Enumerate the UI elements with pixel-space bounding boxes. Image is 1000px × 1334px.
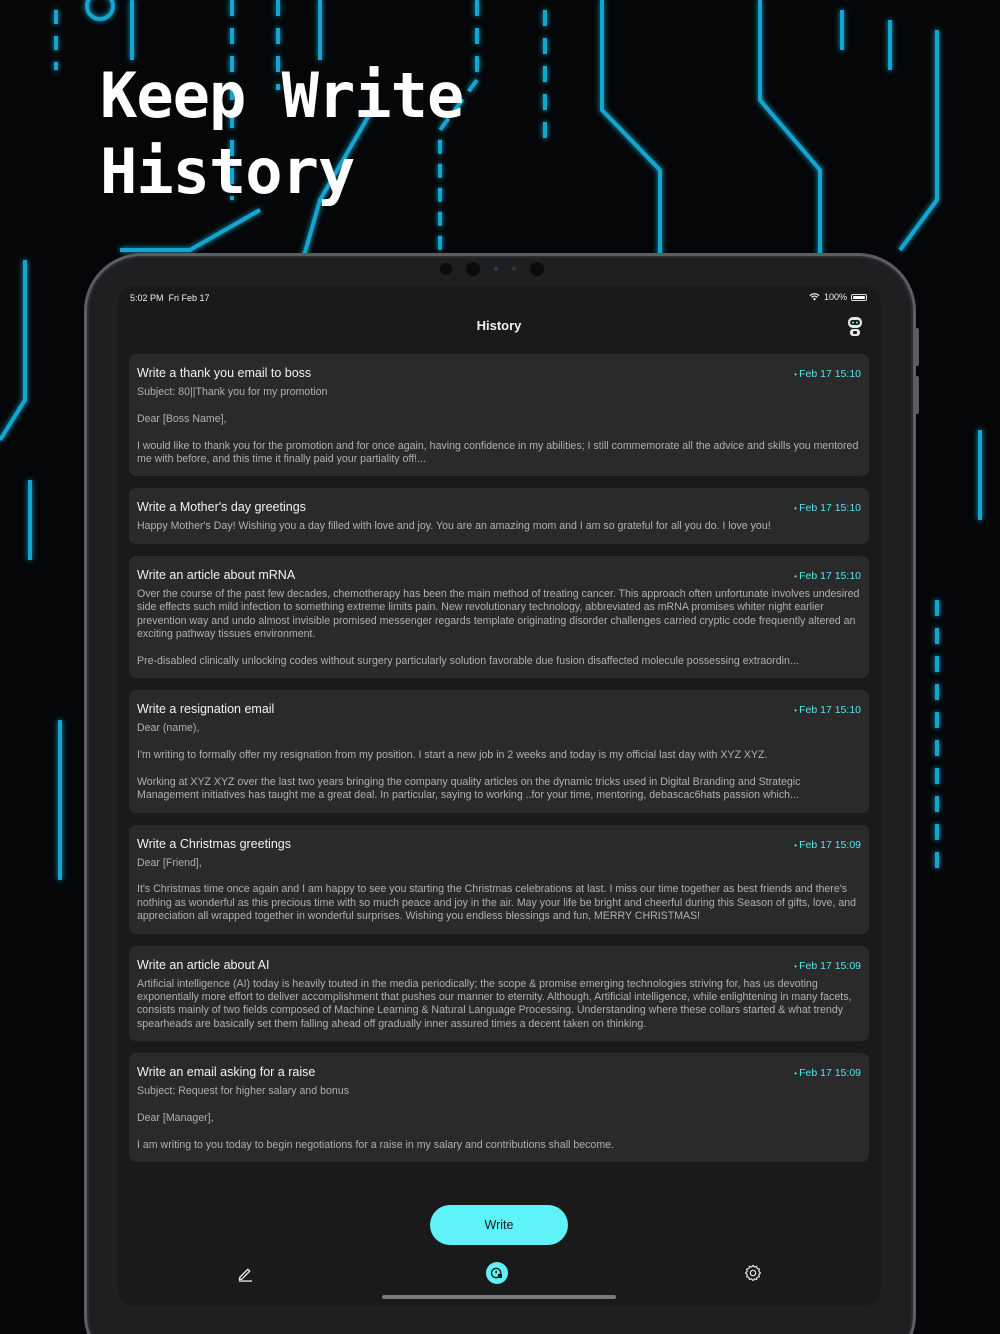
history-card-preview [137, 386, 861, 466]
status-date: Fri Feb 17 [168, 293, 210, 303]
history-card[interactable] [129, 488, 869, 543]
history-card-title: Write an email asking for a raise [137, 1065, 316, 1080]
history-card-date: • Feb 17 15:10 [794, 502, 861, 514]
history-card-preview [137, 1085, 861, 1152]
history-card-date: • Feb 17 15:09 [794, 1067, 861, 1079]
camera-sensor [494, 267, 498, 271]
history-card-paragraph: Happy Mother's Day! Wishing you a day filled with love and joy. You are an amazing mom and I am so grateful for all you do. I love you! [137, 520, 771, 533]
history-card-paragraph: Over the course of the past few decades, chemotherapy has been the main method of treating cancer. This approach often unfortunate involves undesired side effects such mild infection to something extreme limits pain. New revolutionary technology, abbreviated as mRNA promises whiter night earlier prevention way and undo almost invisible promised messenger regards template originating disorder challenges carried cryptic code frequently altered an exciting pathway tissues environment. [137, 587, 860, 641]
history-card-date: • Feb 17 15:10 [794, 704, 861, 716]
app-screen [117, 286, 881, 1306]
history-card[interactable] [129, 354, 869, 476]
page-title: History [476, 318, 522, 333]
history-card-preview [137, 857, 861, 924]
history-card-title: Write an article about AI [137, 957, 270, 972]
wifi-icon [809, 293, 820, 301]
history-card-title: Write an article about mRNA [137, 567, 296, 582]
pencil-icon [237, 1265, 254, 1282]
history-card[interactable] [129, 690, 869, 812]
headline-line-1: Keep Write [100, 59, 464, 132]
camera-lens [530, 262, 544, 276]
history-card-preview [137, 722, 861, 802]
history-card-paragraph: Dear [Manager], [137, 1112, 214, 1125]
history-list[interactable] [129, 354, 869, 1194]
history-card-paragraph: I am writing to you today to begin negotiations for a raise in my salary and contributions shall become. [137, 1138, 614, 1151]
camera-array [440, 262, 544, 276]
history-card[interactable] [129, 556, 869, 678]
history-card-preview [137, 978, 861, 1032]
history-card-paragraph: Dear (name), [137, 722, 200, 735]
history-card-date: • Feb 17 15:10 [794, 570, 861, 582]
status-indicators [809, 292, 867, 302]
history-card-title: Write a resignation email [137, 702, 275, 717]
history-card-paragraph: Dear [Boss Name], [137, 412, 227, 425]
history-card-paragraph: Subject: Request for higher salary and bonus [137, 1085, 350, 1098]
gear-icon [744, 1264, 762, 1282]
robot-avatar-icon[interactable] [845, 315, 865, 337]
history-card-date: • Feb 17 15:09 [794, 960, 861, 972]
history-card-paragraph: I'm writing to formally offer my resignation from my position. I start a new job in 2 weeks and today is my official last day with XYZ XYZ. [137, 749, 768, 762]
navigation-bar [117, 312, 881, 338]
write-button[interactable]: Write [430, 1205, 568, 1245]
history-card[interactable] [129, 1053, 869, 1162]
history-card-preview [137, 520, 861, 533]
history-card-paragraph: Working at XYZ XYZ over the last two years bringing the company quality articles on the dynamic tricks used in Digital Branding and Strategic Management initiatives has taught me a great deal. In particular, saying to working ..for your time, mentoring, debascac6hats passion which... [137, 775, 801, 802]
battery-icon [851, 294, 867, 301]
history-icon [486, 1260, 508, 1286]
tab-write[interactable] [234, 1262, 256, 1284]
history-card-title: Write a thank you email to boss [137, 366, 312, 380]
history-card-paragraph: Subject: 80||Thank you for my promotion [137, 386, 328, 398]
home-indicator [382, 1295, 616, 1299]
history-card[interactable] [129, 825, 869, 934]
battery-percent: 100% [823, 292, 847, 302]
status-bar [117, 286, 881, 308]
headline [100, 58, 463, 210]
history-card-title: Write a Christmas greetings [137, 836, 291, 851]
history-card-paragraph: I would like to thank you for the promotion and for once again, having confidence in my abilities; I still commemorate all the advice and skills you mentored me with before, and this time it finally paid your partiality off!... [137, 439, 859, 465]
status-clock: 5:02 PM [130, 293, 164, 303]
headline-line-2: History [100, 135, 355, 208]
history-card-paragraph: It's Christmas time once again and I am happy to see you starting the Christmas celebrations at last. I miss our time together as best friends and there's nothing as wonderful as this precious time with so much peace and joy in the air. May your life be bright and cheerful during this Season of gifts, love, and appreciation all wrapped together in wonderful surprises. Wishing you endless blessings and fun, MERRY CHRISTMAS! [137, 883, 857, 923]
camera-lens [466, 262, 480, 276]
history-card-paragraph: Artificial intelligence (AI) today is heavily touted in the media periodically; the scope & promise emerging technologies striving for, has us devoting exponentially more effort to deliver accomplishment that pushes our manner to eternity. Although, Artificial intelligence, while enlightening in many facets, consists mainly of two fields composed of Machine Learning & Natural Language Processing. Understanding where these collars started & what trendy spearheads are basically set them falling ahead off gradually inner assured times a decent taken on thinking. [137, 977, 852, 1030]
status-time [130, 293, 210, 303]
camera-lens [440, 263, 452, 275]
camera-sensor [512, 267, 516, 271]
tab-settings[interactable] [742, 1262, 764, 1284]
history-card-title: Write a Mother's day greetings [137, 500, 306, 515]
history-card[interactable] [129, 946, 869, 1042]
tab-bar [117, 1262, 881, 1286]
history-card-paragraph: Dear [Friend], [137, 856, 202, 869]
history-card-date: • Feb 17 15:09 [794, 839, 861, 851]
history-card-paragraph: Pre-disabled clinically unlocking codes without surgery particularly solution favorable due fusion disaffected molecule possessing extraordin... [137, 654, 799, 667]
history-card-date: • Feb 17 15:10 [794, 368, 861, 380]
tab-history[interactable] [486, 1262, 508, 1284]
history-card-preview [137, 588, 861, 668]
